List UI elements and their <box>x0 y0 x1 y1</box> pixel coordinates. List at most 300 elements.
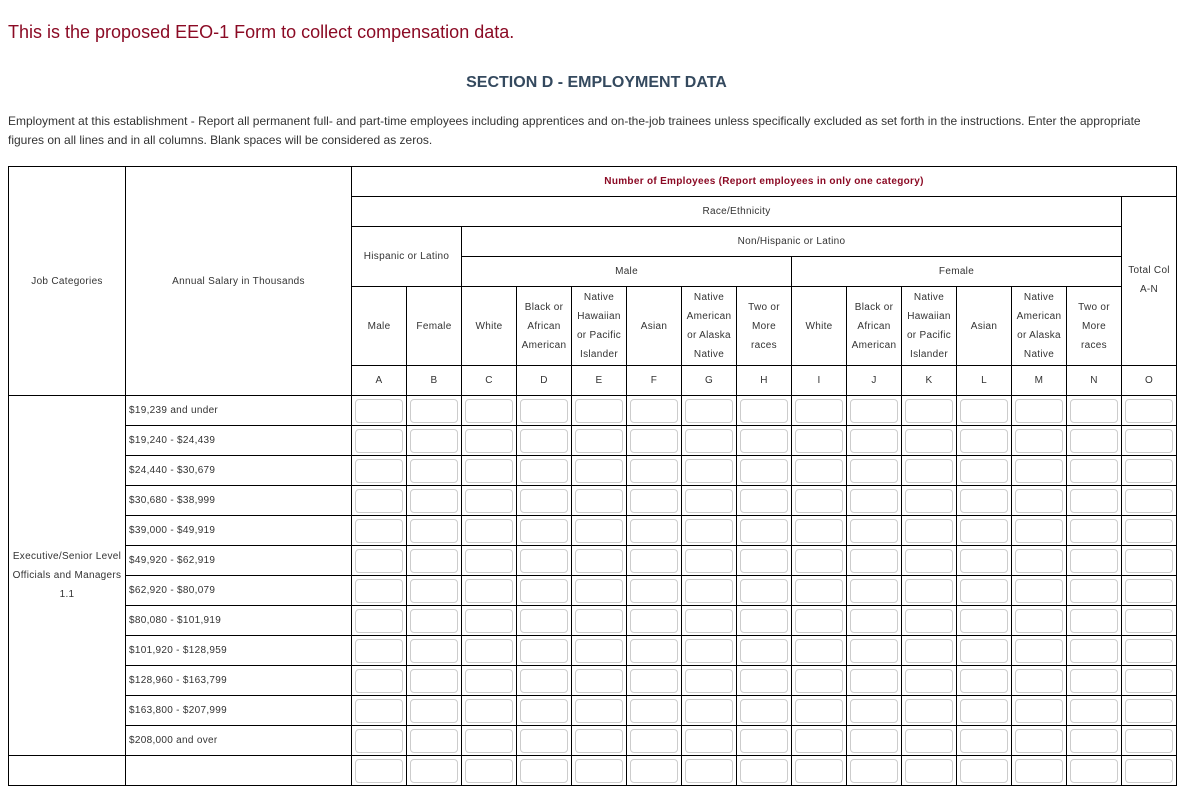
count-input-n[interactable] <box>1070 519 1118 543</box>
count-input-e[interactable] <box>575 639 623 663</box>
count-input-g[interactable] <box>685 429 733 453</box>
count-cell <box>627 756 682 786</box>
count-cell <box>1122 666 1177 696</box>
count-input-d[interactable] <box>520 459 568 483</box>
table-row <box>9 456 1177 486</box>
count-input-f[interactable] <box>630 429 678 453</box>
count-input-e[interactable] <box>575 549 623 573</box>
count-input-g[interactable] <box>685 729 733 753</box>
count-input-f[interactable] <box>630 759 678 783</box>
count-cell <box>1012 426 1067 456</box>
column-letter-c: C <box>462 366 517 396</box>
count-input-g[interactable] <box>685 639 733 663</box>
count-cell <box>957 396 1012 426</box>
count-input-h[interactable] <box>740 489 788 513</box>
count-input-k[interactable] <box>905 669 953 693</box>
count-input-l[interactable] <box>960 669 1008 693</box>
count-input-g[interactable] <box>685 759 733 783</box>
count-input-e[interactable] <box>575 609 623 633</box>
count-input-m[interactable] <box>1015 759 1063 783</box>
count-input-m[interactable] <box>1015 549 1063 573</box>
count-input-g[interactable] <box>685 399 733 423</box>
count-input-e[interactable] <box>575 669 623 693</box>
count-input-o[interactable] <box>1125 579 1173 603</box>
count-input-o[interactable] <box>1125 759 1173 783</box>
count-input-d[interactable] <box>520 549 568 573</box>
count-cell <box>902 426 957 456</box>
count-input-f[interactable] <box>630 489 678 513</box>
count-cell <box>517 666 572 696</box>
column-label-d <box>517 287 572 366</box>
count-input-d[interactable] <box>520 579 568 603</box>
count-cell <box>1012 636 1067 666</box>
count-input-j[interactable] <box>850 579 898 603</box>
column-label-line: Native <box>913 292 945 303</box>
count-cell <box>957 486 1012 516</box>
count-cell <box>572 456 627 486</box>
count-input-g[interactable] <box>685 669 733 693</box>
count-cell <box>572 666 627 696</box>
count-input-h[interactable] <box>740 399 788 423</box>
count-input-b[interactable] <box>410 639 458 663</box>
salary-band-label: $208,000 and over <box>126 726 352 756</box>
count-input-n[interactable] <box>1070 639 1118 663</box>
count-input-l[interactable] <box>960 699 1008 723</box>
count-cell <box>1012 516 1067 546</box>
count-cell <box>352 576 407 606</box>
job-category-label: Officials and Managers <box>12 570 122 581</box>
count-input-i[interactable] <box>795 579 843 603</box>
count-input-n[interactable] <box>1070 579 1118 603</box>
salary-band-label: $80,080 - $101,919 <box>126 606 352 636</box>
count-input-b[interactable] <box>410 579 458 603</box>
count-cell <box>737 486 792 516</box>
count-input-m[interactable] <box>1015 639 1063 663</box>
count-cell <box>792 516 847 546</box>
count-cell <box>1012 696 1067 726</box>
count-input-b[interactable] <box>410 669 458 693</box>
count-input-a[interactable] <box>355 549 403 573</box>
count-cell <box>792 396 847 426</box>
count-input-o[interactable] <box>1125 399 1173 423</box>
count-input-f[interactable] <box>630 519 678 543</box>
count-cell <box>902 516 957 546</box>
count-cell <box>1067 636 1122 666</box>
count-input-g[interactable] <box>685 549 733 573</box>
count-cell <box>462 756 517 786</box>
count-cell <box>627 606 682 636</box>
next-category-cell <box>9 756 126 786</box>
count-input-h[interactable] <box>740 429 788 453</box>
column-label-line: Native <box>693 292 725 303</box>
count-cell <box>957 546 1012 576</box>
count-input-o[interactable] <box>1125 669 1173 693</box>
count-input-i[interactable] <box>795 399 843 423</box>
count-input-i[interactable] <box>795 519 843 543</box>
count-input-k[interactable] <box>905 489 953 513</box>
count-input-a[interactable] <box>355 519 403 543</box>
count-cell <box>572 396 627 426</box>
count-cell <box>682 546 737 576</box>
count-input-h[interactable] <box>740 519 788 543</box>
table-row <box>9 486 1177 516</box>
count-input-a[interactable] <box>355 459 403 483</box>
count-cell <box>847 456 902 486</box>
count-cell <box>682 396 737 426</box>
count-input-g[interactable] <box>685 699 733 723</box>
count-input-d[interactable] <box>520 489 568 513</box>
count-input-a[interactable] <box>355 609 403 633</box>
count-cell <box>517 486 572 516</box>
count-input-b[interactable] <box>410 549 458 573</box>
count-cell <box>517 636 572 666</box>
count-input-c[interactable] <box>465 639 513 663</box>
count-input-o[interactable] <box>1125 489 1173 513</box>
count-input-b[interactable] <box>410 459 458 483</box>
count-input-e[interactable] <box>575 399 623 423</box>
count-input-n[interactable] <box>1070 489 1118 513</box>
count-input-k[interactable] <box>905 639 953 663</box>
count-input-c[interactable] <box>465 429 513 453</box>
count-input-h[interactable] <box>740 729 788 753</box>
count-input-a[interactable] <box>355 729 403 753</box>
count-cell <box>902 696 957 726</box>
count-cell <box>352 486 407 516</box>
count-input-o[interactable] <box>1125 459 1173 483</box>
count-cell <box>572 516 627 546</box>
column-label-line: Islander <box>580 349 618 360</box>
count-input-i[interactable] <box>795 609 843 633</box>
count-input-o[interactable] <box>1125 609 1173 633</box>
count-cell <box>627 516 682 546</box>
count-input-g[interactable] <box>685 579 733 603</box>
count-input-i[interactable] <box>795 759 843 783</box>
count-cell <box>682 666 737 696</box>
count-input-l[interactable] <box>960 639 1008 663</box>
count-cell <box>572 636 627 666</box>
count-cell <box>1012 606 1067 636</box>
count-input-f[interactable] <box>630 699 678 723</box>
count-input-j[interactable] <box>850 489 898 513</box>
count-cell <box>682 636 737 666</box>
employment-data-table-wrapper <box>8 166 1177 786</box>
column-label-line: Black or <box>854 301 894 313</box>
count-input-a[interactable] <box>355 699 403 723</box>
count-input-a[interactable] <box>355 639 403 663</box>
count-input-l[interactable] <box>960 519 1008 543</box>
count-input-e[interactable] <box>575 459 623 483</box>
count-input-j[interactable] <box>850 609 898 633</box>
count-input-n[interactable] <box>1070 699 1118 723</box>
count-input-f[interactable] <box>630 399 678 423</box>
count-input-i[interactable] <box>795 639 843 663</box>
count-input-m[interactable] <box>1015 519 1063 543</box>
count-input-b[interactable] <box>410 699 458 723</box>
count-input-e[interactable] <box>575 579 623 603</box>
count-input-f[interactable] <box>630 729 678 753</box>
count-input-b[interactable] <box>410 729 458 753</box>
count-cell <box>1122 456 1177 486</box>
count-cell <box>792 756 847 786</box>
count-input-n[interactable] <box>1070 729 1118 753</box>
count-cell <box>792 636 847 666</box>
table-row <box>9 606 1177 636</box>
count-input-a[interactable] <box>355 429 403 453</box>
count-input-d[interactable] <box>520 759 568 783</box>
count-input-l[interactable] <box>960 759 1008 783</box>
count-input-m[interactable] <box>1015 459 1063 483</box>
count-input-m[interactable] <box>1015 489 1063 513</box>
count-input-k[interactable] <box>905 459 953 483</box>
count-cell <box>1122 486 1177 516</box>
count-input-l[interactable] <box>960 399 1008 423</box>
count-input-g[interactable] <box>685 489 733 513</box>
count-cell <box>462 486 517 516</box>
count-input-l[interactable] <box>960 609 1008 633</box>
count-cell <box>1067 486 1122 516</box>
count-input-f[interactable] <box>630 609 678 633</box>
count-input-j[interactable] <box>850 459 898 483</box>
count-input-h[interactable] <box>740 549 788 573</box>
count-cell <box>407 546 462 576</box>
count-cell <box>572 606 627 636</box>
column-label-e <box>572 287 627 366</box>
count-input-b[interactable] <box>410 429 458 453</box>
count-input-c[interactable] <box>465 399 513 423</box>
count-input-i[interactable] <box>795 699 843 723</box>
count-cell <box>462 696 517 726</box>
count-cell <box>957 636 1012 666</box>
count-input-e[interactable] <box>575 519 623 543</box>
count-input-c[interactable] <box>465 579 513 603</box>
count-input-h[interactable] <box>740 609 788 633</box>
count-cell <box>957 576 1012 606</box>
count-input-j[interactable] <box>850 729 898 753</box>
count-input-i[interactable] <box>795 549 843 573</box>
count-input-e[interactable] <box>575 429 623 453</box>
count-cell <box>1067 396 1122 426</box>
count-input-m[interactable] <box>1015 429 1063 453</box>
count-input-c[interactable] <box>465 759 513 783</box>
count-input-n[interactable] <box>1070 669 1118 693</box>
count-cell <box>1012 756 1067 786</box>
count-cell <box>407 636 462 666</box>
count-cell <box>902 546 957 576</box>
count-cell <box>462 426 517 456</box>
count-input-l[interactable] <box>960 459 1008 483</box>
count-input-h[interactable] <box>740 639 788 663</box>
count-cell <box>847 606 902 636</box>
count-input-l[interactable] <box>960 549 1008 573</box>
count-input-d[interactable] <box>520 609 568 633</box>
count-input-n[interactable] <box>1070 759 1118 783</box>
count-cell <box>902 726 957 756</box>
count-input-m[interactable] <box>1015 609 1063 633</box>
count-input-k[interactable] <box>905 609 953 633</box>
count-input-c[interactable] <box>465 489 513 513</box>
count-input-a[interactable] <box>355 399 403 423</box>
count-input-f[interactable] <box>630 669 678 693</box>
count-input-k[interactable] <box>905 579 953 603</box>
count-input-h[interactable] <box>740 699 788 723</box>
count-input-c[interactable] <box>465 699 513 723</box>
column-label-g <box>682 287 737 366</box>
count-input-e[interactable] <box>575 489 623 513</box>
count-input-k[interactable] <box>905 399 953 423</box>
salary-band-label: $19,239 and under <box>126 396 352 426</box>
count-input-h[interactable] <box>740 669 788 693</box>
count-input-j[interactable] <box>850 639 898 663</box>
count-input-o[interactable] <box>1125 519 1173 543</box>
count-input-f[interactable] <box>630 459 678 483</box>
count-input-m[interactable] <box>1015 729 1063 753</box>
count-input-c[interactable] <box>465 519 513 543</box>
count-input-d[interactable] <box>520 519 568 543</box>
count-input-a[interactable] <box>355 579 403 603</box>
count-input-h[interactable] <box>740 459 788 483</box>
salary-band-label: $24,440 - $30,679 <box>126 456 352 486</box>
count-input-m[interactable] <box>1015 669 1063 693</box>
count-cell <box>792 606 847 636</box>
count-input-k[interactable] <box>905 759 953 783</box>
count-input-m[interactable] <box>1015 399 1063 423</box>
count-input-d[interactable] <box>520 699 568 723</box>
count-input-j[interactable] <box>850 549 898 573</box>
count-input-h[interactable] <box>740 579 788 603</box>
count-cell <box>682 756 737 786</box>
count-cell <box>572 486 627 516</box>
count-input-h[interactable] <box>740 759 788 783</box>
table-row <box>9 546 1177 576</box>
count-input-l[interactable] <box>960 729 1008 753</box>
column-label-line: Native <box>1023 349 1055 360</box>
count-cell <box>517 426 572 456</box>
count-cell <box>682 696 737 726</box>
count-cell <box>847 396 902 426</box>
count-input-g[interactable] <box>685 459 733 483</box>
count-input-k[interactable] <box>905 729 953 753</box>
count-input-j[interactable] <box>850 399 898 423</box>
count-input-c[interactable] <box>465 729 513 753</box>
column-letter-o: O <box>1122 366 1177 396</box>
count-cell <box>1012 576 1067 606</box>
count-input-j[interactable] <box>850 519 898 543</box>
count-input-d[interactable] <box>520 729 568 753</box>
count-cell <box>737 546 792 576</box>
count-input-k[interactable] <box>905 549 953 573</box>
count-input-f[interactable] <box>630 639 678 663</box>
count-input-f[interactable] <box>630 549 678 573</box>
column-label-line: American <box>521 339 567 351</box>
column-letter-m: M <box>1012 366 1067 396</box>
count-cell <box>847 486 902 516</box>
count-input-n[interactable] <box>1070 399 1118 423</box>
count-input-g[interactable] <box>685 609 733 633</box>
count-input-f[interactable] <box>630 579 678 603</box>
column-label-line: Asian <box>640 320 668 332</box>
count-input-j[interactable] <box>850 429 898 453</box>
count-cell <box>1122 546 1177 576</box>
count-input-k[interactable] <box>905 519 953 543</box>
count-input-e[interactable] <box>575 759 623 783</box>
count-input-d[interactable] <box>520 429 568 453</box>
count-cell <box>792 456 847 486</box>
count-input-c[interactable] <box>465 669 513 693</box>
count-input-b[interactable] <box>410 489 458 513</box>
count-cell <box>627 426 682 456</box>
count-input-i[interactable] <box>795 489 843 513</box>
count-input-b[interactable] <box>410 759 458 783</box>
count-input-i[interactable] <box>795 429 843 453</box>
count-input-a[interactable] <box>355 759 403 783</box>
count-input-b[interactable] <box>410 519 458 543</box>
count-cell <box>627 696 682 726</box>
count-input-j[interactable] <box>850 669 898 693</box>
count-input-i[interactable] <box>795 459 843 483</box>
count-input-o[interactable] <box>1125 549 1173 573</box>
count-input-a[interactable] <box>355 489 403 513</box>
count-input-o[interactable] <box>1125 699 1173 723</box>
count-input-b[interactable] <box>410 609 458 633</box>
column-label-h <box>737 287 792 366</box>
count-input-l[interactable] <box>960 489 1008 513</box>
count-cell <box>847 576 902 606</box>
count-input-d[interactable] <box>520 399 568 423</box>
count-input-m[interactable] <box>1015 579 1063 603</box>
instructions-text: Employment at this establishment - Report all permanent full- and part-time employees including apprentices and on-the-job trainees unless specifically excluded as set forth in the instructions. Enter the appropriate figures on all lines and in all columns. Blank spaces will be considered as zeros. <box>8 114 1141 147</box>
count-input-n[interactable] <box>1070 549 1118 573</box>
count-input-d[interactable] <box>520 639 568 663</box>
count-input-l[interactable] <box>960 579 1008 603</box>
count-input-o[interactable] <box>1125 639 1173 663</box>
count-input-a[interactable] <box>355 669 403 693</box>
count-input-g[interactable] <box>685 519 733 543</box>
count-cell <box>1067 576 1122 606</box>
salary-band-label: $30,680 - $38,999 <box>126 486 352 516</box>
count-input-l[interactable] <box>960 429 1008 453</box>
count-input-c[interactable] <box>465 609 513 633</box>
count-input-o[interactable] <box>1125 429 1173 453</box>
count-input-k[interactable] <box>905 429 953 453</box>
count-input-n[interactable] <box>1070 459 1118 483</box>
count-input-m[interactable] <box>1015 699 1063 723</box>
count-input-i[interactable] <box>795 729 843 753</box>
count-input-n[interactable] <box>1070 609 1118 633</box>
column-label-j <box>847 287 902 366</box>
count-cell <box>517 516 572 546</box>
count-input-k[interactable] <box>905 699 953 723</box>
count-cell <box>352 516 407 546</box>
count-input-b[interactable] <box>410 399 458 423</box>
count-input-o[interactable] <box>1125 729 1173 753</box>
count-input-e[interactable] <box>575 699 623 723</box>
column-letter-l: L <box>957 366 1012 396</box>
count-input-d[interactable] <box>520 669 568 693</box>
count-input-c[interactable] <box>465 459 513 483</box>
count-input-c[interactable] <box>465 549 513 573</box>
count-cell <box>462 516 517 546</box>
count-input-j[interactable] <box>850 699 898 723</box>
count-cell <box>1122 696 1177 726</box>
table-row <box>9 516 1177 546</box>
count-cell <box>902 636 957 666</box>
count-input-n[interactable] <box>1070 429 1118 453</box>
count-input-i[interactable] <box>795 669 843 693</box>
count-input-e[interactable] <box>575 729 623 753</box>
count-input-j[interactable] <box>850 759 898 783</box>
count-cell <box>737 426 792 456</box>
column-label-i <box>792 287 847 366</box>
